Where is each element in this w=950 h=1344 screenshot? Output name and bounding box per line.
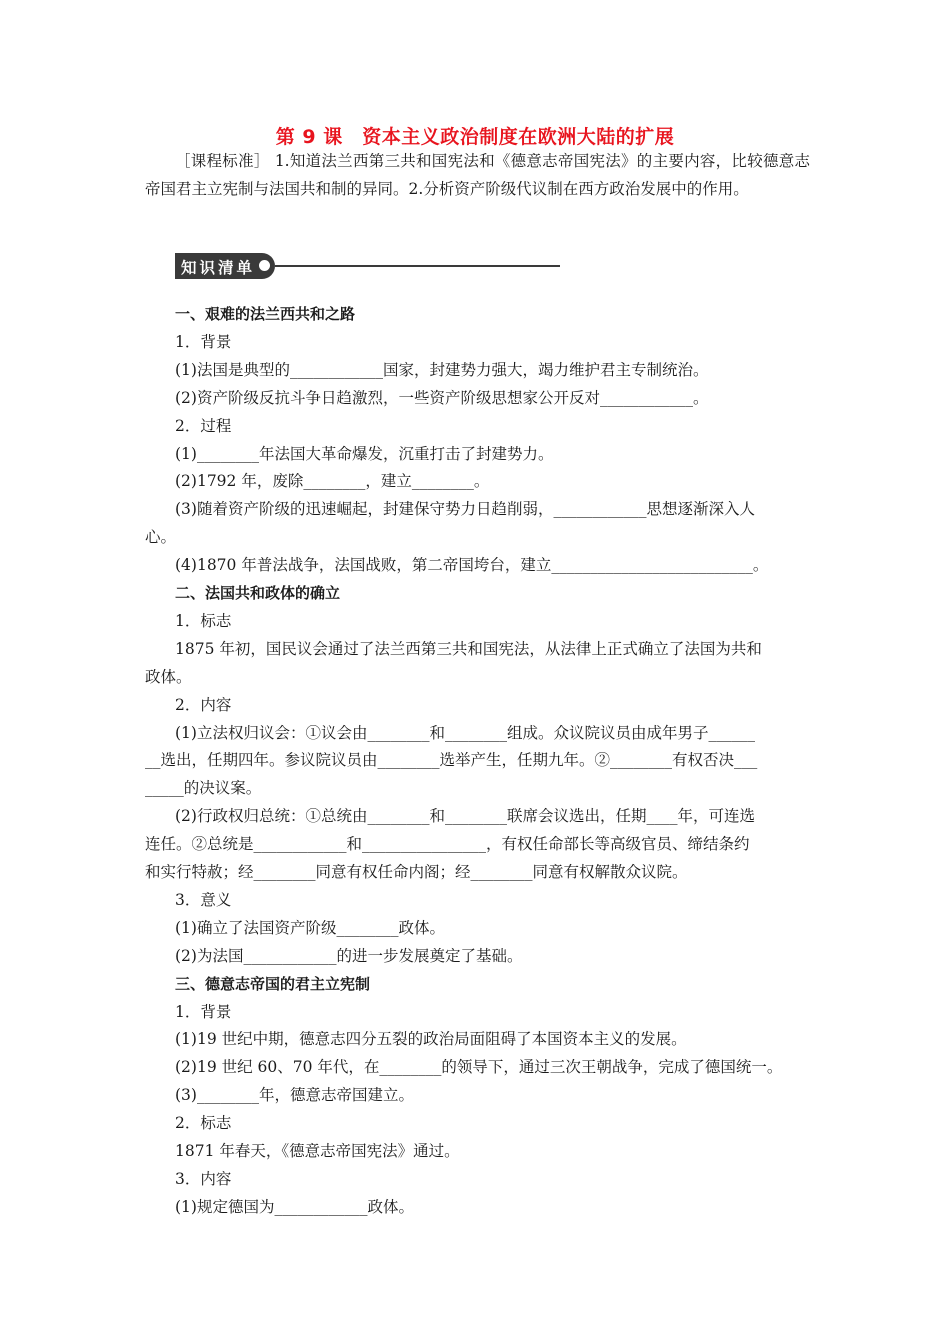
body-line: 1．背景 [175, 332, 232, 351]
body-line: 心。 [145, 528, 177, 547]
body-line: (1)规定德国为____________政体。 [175, 1197, 414, 1216]
body-line: (1)19 世纪中期，德意志四分五裂的政治局面阻碍了本国资本主义的发展。 [175, 1030, 687, 1049]
body-line: 1．标志 [175, 611, 232, 630]
section-tag-bar [175, 253, 560, 279]
body-line: (3)随着资产阶级的迅速崛起，封建保守势力日趋削弱，____________思想逐渐深入人 [175, 500, 755, 519]
body-line: 3．意义 [175, 890, 232, 909]
body-line: __选出，任期四年。参议院议员由________选举产生，任期九年。②________有权否决___ [145, 751, 758, 770]
body-line: 1871 年春天，《德意志帝国宪法》通过。 [175, 1142, 460, 1160]
body-line: 连任。②总统是____________和________________，有权任命部长等高级官员、缔结条约 [145, 835, 750, 854]
body-line: 1875 年初，国民议会通过了法兰西第三共和国宪法，从法律上正式确立了法国为共和 [175, 639, 762, 658]
bullet-dot-icon [259, 260, 270, 271]
section-heading: 一、艰难的法兰西共和之路 [175, 305, 356, 323]
body-line: 2．内容 [175, 695, 232, 714]
section-divider [275, 265, 560, 267]
body-line: (1)确立了法国资产阶级________政体。 [175, 918, 445, 937]
section-tag [175, 253, 275, 279]
body-line: _____的决议案。 [145, 779, 262, 798]
body-line: (2)资产阶级反抗斗争日趋激烈，一些资产阶级思想家公开反对____________。 [175, 388, 709, 407]
body-line: 1．背景 [175, 1002, 232, 1021]
body-line: (3)________年，德意志帝国建立。 [175, 1086, 414, 1105]
body-line: 2．过程 [175, 416, 232, 435]
body-line: (2)行政权归总统：①总统由________和________联席会议选出，任期____年，可连选 [175, 807, 755, 826]
section-heading: 三、德意志帝国的君主立宪制 [175, 974, 371, 993]
body-line: 政体。 [145, 667, 192, 686]
body-line: 2．标志 [175, 1114, 232, 1133]
body-line: (1)法国是典型的____________国家，封建势力强大，竭力维护君主专制统治。 [175, 360, 709, 379]
course-standard: ［课程标准］ 1.知道法兰西第三共和国宪法和《德意志帝国宪法》的主要内容，比较德意志帝国君主立宪制与法国共和制的异同。2.分析资产阶级代议制在西方政治发展中的作用。 [145, 152, 810, 198]
lesson-title: 第 9 课 资本主义政治制度在欧洲大陆的扩展 [275, 126, 675, 148]
body-line: (1)立法权归议会：①议会由________和________组成。众议院议员由成年男子______ [175, 723, 755, 742]
body-line: 3．内容 [175, 1169, 232, 1188]
section-heading: 二、法国共和政体的确立 [175, 584, 341, 602]
body-line: (4)1870 年普法战争，法国战败，第二帝国垮台，建立__________________________。 [175, 556, 769, 575]
body-line: (1)________年法国大革命爆发，沉重打击了封建势力。 [175, 444, 554, 463]
body-line: (2)1792 年，废除________，建立________。 [175, 472, 490, 491]
section-tag-label: 知识清单 [181, 259, 256, 277]
body-line: 和实行特赦；经________同意有权任命内阁；经________同意有权解散众议院。 [145, 863, 688, 881]
body-line: (2)19 世纪 60、70 年代，在________的领导下，通过三次王朝战争，完成了德国统一。 [175, 1058, 783, 1077]
body-line: (2)为法国____________的进一步发展奠定了基础。 [175, 946, 523, 965]
